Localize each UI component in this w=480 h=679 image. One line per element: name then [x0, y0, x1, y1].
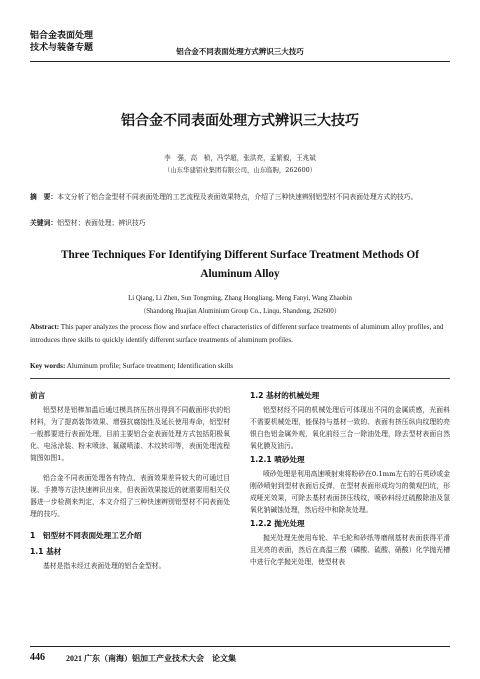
section-divider — [30, 378, 450, 379]
affiliation-en: （Shandong Huajian Aluminium Group Co., Linqu, Shandong, 262600） — [139, 308, 341, 315]
affiliation-cn: （山东华建铝业集团有限公司，山东临朐，262600） — [163, 166, 317, 174]
column-label-line1: 铝合金表面处理 — [30, 31, 94, 41]
section-1-1-heading: 1.1 基材 — [30, 547, 62, 556]
authors-en: Li Qiang, Li Zhen, Sun Tongming, Zhang Hongliang, Meng Fanyi, Wang Zhaobin — [128, 295, 352, 302]
abstract-en — [30, 321, 450, 347]
section-1-2-2-heading: 1.2.2 抛光处理 — [250, 519, 305, 528]
preface-paragraph-2: 铝合金不同表面处理各有特点，表面效果差异较大的可通过目视、手摸等方法快速辨识出来，但表面效果接近的就需要用相关仪器进一步检测来判定，本文介绍了三种快速辨别铝型材不同表面处理的技巧。 — [30, 474, 230, 518]
proceedings-title: 2021 广东（南海）铝加工产业技术大会 论文集 — [66, 654, 236, 663]
paper-title-cn: 铝合金不同表面处理方式辨识三大技巧 — [121, 113, 359, 129]
section-1-1-paragraph: 基材是指未经过表面处理的铝合金型材。 — [43, 562, 166, 570]
page-number: 446 — [30, 652, 45, 663]
keywords-cn — [30, 217, 450, 229]
header-rule — [30, 61, 450, 62]
footer-rule — [30, 646, 450, 647]
paper-title-en: Three Techniques For Identifying Different Surface Treatment Methods Of Aluminum Alloy — [61, 249, 419, 280]
preface-heading: 前言 — [30, 391, 46, 400]
authors-cn: 李 强，高 桢，冯学超，张洪亮，孟繁毅，王兆斌 — [164, 154, 316, 162]
section-1-2-2-paragraph: 抛光处理先使用布轮、羊毛轮和砂纸等磨削基材表面获得平滑且光亮的表面，然后在高温三酸（磷酸、硫酸、硝酸）化学抛光槽中进行化学抛光处理，使型材表 — [250, 534, 450, 566]
abstract-cn — [30, 191, 450, 203]
abstract-cn-text: 本文分析了铝合金型材不同表面处理的工艺流程及表面效果特点，介绍了三种快速辨别铝型材不同表面处理方式的技巧。 — [57, 193, 418, 201]
abstract-en-label: Abstract: — [30, 323, 60, 331]
section-1-heading: 1 铝型材不同表面处理工艺介绍 — [30, 531, 142, 540]
abstract-en-text: This paper analyzes the process flow and surface effect characteristics of different surface treatments of aluminum alloy profiles, and introduces three skills to quickly identify different surface treatments of aluminum profiles. — [30, 323, 444, 344]
section-1-2-heading: 1.2 基材的机械处理 — [250, 391, 320, 400]
section-1-2-paragraph: 铝型材经不同的机械处理后可体现出不同的金属质感，光面料不需要机械处理，能保持与基材一致的、表面有挤压纵向纹理的亮银白色铝金属外观，氧化前经三合一除油处理，除去型材表面自然氧化膜及油污。 — [250, 406, 450, 450]
keywords-cn-text: 铝型材；表面处理；辨识技巧 — [57, 219, 146, 227]
keywords-cn-label: 关键词： — [30, 219, 58, 227]
running-title: 铝合金不同表面处理方式辨识三大技巧 — [176, 47, 304, 56]
keywords-en-text: Aluminum profile; Surface treatment; Identification skills — [65, 362, 234, 370]
column-label-line2: 技术与装备专题 — [30, 43, 94, 53]
preface-paragraph-1: 铝型材是铝棒加温后通过模具挤压挤出得到不同截面形状的铝材料，为了提高装饰效果、增强抗腐蚀性及延长使用寿命，铝型材一般都要进行表面处理，目前主要铝合金表面处理方式包括阳极氧化、电泳涂装、粉末喷涂、氟碳喷漆、木纹转印等，表面处理流程简图如图1。 — [30, 406, 230, 462]
right-column — [250, 388, 450, 568]
abstract-cn-label: 摘 要： — [30, 193, 58, 201]
section-1-2-1-heading: 1.2.1 喷砂处理 — [250, 455, 305, 464]
keywords-en — [30, 360, 450, 373]
section-1-2-1-paragraph: 喷砂处理是利用高速喷射束将粉砂在0.1mm左右的石英砂或金刚砂喷射到型材表面后反弹，在型材表面形成均匀的微观凹坑，形成哑光效果，可除去基材表面挤压线纹，喷砂料经过硫酸除油及氢氧化钠碱蚀处理，然后经中和除灰处理。 — [250, 470, 450, 514]
left-column — [30, 388, 230, 572]
keywords-en-label: Key words: — [30, 362, 66, 370]
